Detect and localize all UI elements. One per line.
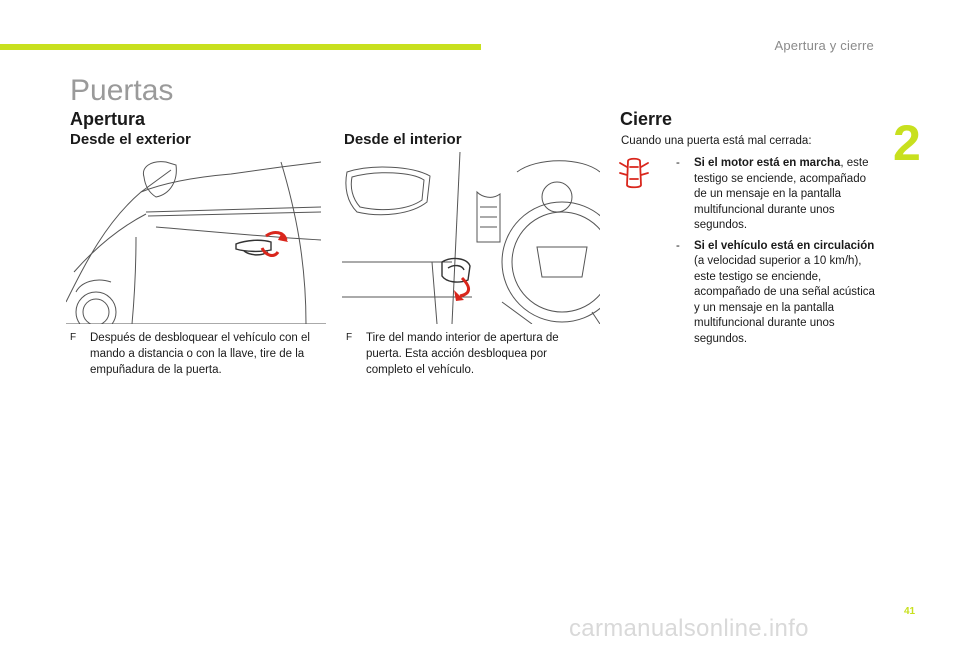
step-marker-icon: F	[346, 332, 353, 343]
watermark: carmanualsonline.info	[569, 615, 809, 642]
header-accent-bar	[0, 44, 481, 50]
cierre-intro: Cuando una puerta está mal cerrada:	[621, 135, 812, 147]
interior-door-illustration	[342, 152, 600, 324]
cierre-item-condition: Si el vehículo está en circulación	[694, 239, 875, 252]
cierre-item-moving	[676, 239, 881, 348]
chapter-number: 2	[893, 115, 921, 171]
cierre-item-text: (a velocidad superior a 10 km/h), este testigo se enciende, acompañado de una señal acústica y un mensaje en la pantalla multifuncional durante unos segundos.	[694, 255, 875, 345]
exterior-door-illustration	[66, 152, 326, 324]
cierre-heading: Cierre	[620, 109, 673, 129]
cierre-item-text: , este testigo se enciende, acompañado de un mensaje en la pantalla multifuncional durante unos segundos.	[694, 157, 869, 231]
exterior-heading: Desde el exterior	[70, 131, 191, 148]
interior-step	[346, 330, 586, 378]
door-open-warning-icon	[617, 155, 651, 191]
apertura-heading: Apertura	[70, 109, 146, 129]
list-dash: -	[676, 239, 680, 252]
step-marker-icon: F	[70, 332, 77, 343]
exterior-step-text: Después de desbloquear el vehículo con el mando a distancia o con la llave, tire de la empuñadura de la puerta.	[90, 332, 310, 376]
exterior-step	[70, 330, 328, 378]
cierre-item-condition: Si el motor está en marcha	[694, 157, 841, 169]
page-title: Puertas	[70, 74, 174, 107]
interior-heading: Desde el interior	[344, 131, 462, 148]
cierre-list	[676, 156, 881, 352]
cierre-item-engine-running	[676, 156, 881, 234]
section-header: Apertura y cierre	[774, 38, 874, 53]
interior-step-text: Tire del mando interior de apertura de puerta. Esta acción desbloquea por completo el vehículo.	[366, 332, 559, 376]
list-dash: -	[676, 157, 680, 169]
page-number: 41	[904, 606, 916, 617]
